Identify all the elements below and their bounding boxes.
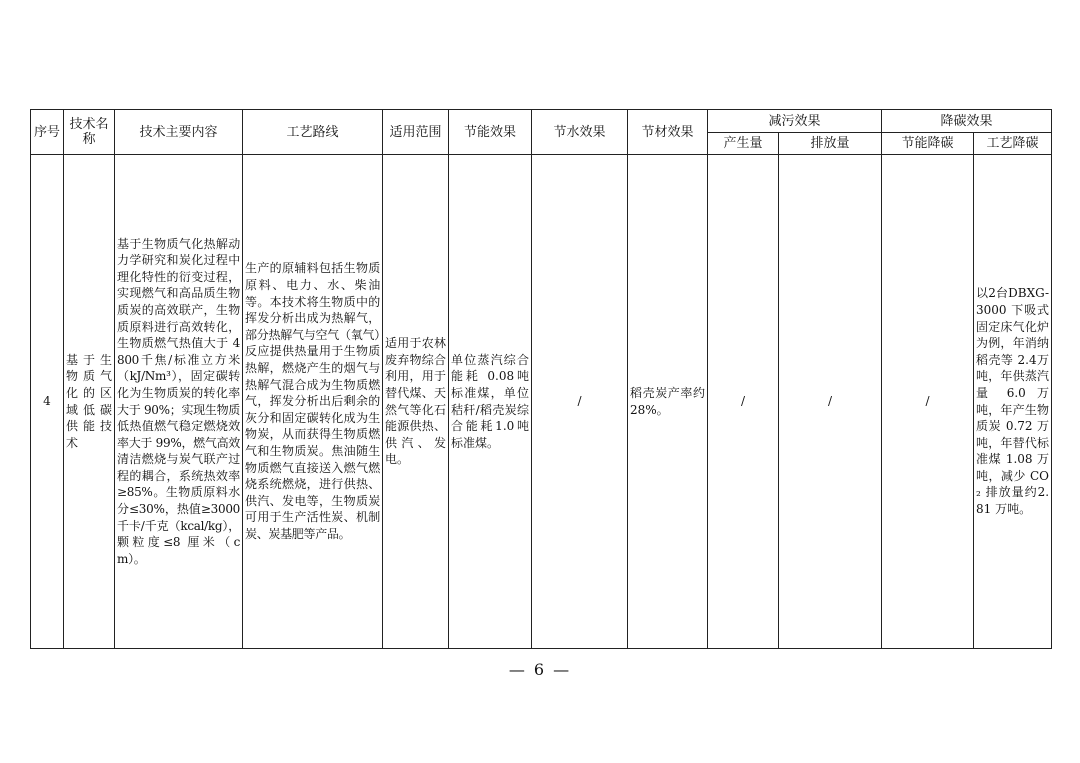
header-pollution-emit: 排放量 — [779, 133, 882, 155]
header-content: 技术主要内容 — [115, 110, 243, 155]
cell-energy: 单位蒸汽综合能耗 0.08吨标准煤，单位秸秆/稻壳炭综合能耗1.0吨标准煤。 — [449, 155, 532, 649]
header-scope: 适用范围 — [383, 110, 449, 155]
header-seq: 序号 — [31, 110, 64, 155]
cell-seq: 4 — [31, 155, 64, 649]
header-carbon: 降碳效果 — [882, 110, 1052, 133]
cell-pollution-emit: / — [779, 155, 882, 649]
header-energy: 节能效果 — [449, 110, 532, 155]
page-number: — 6 — — [508, 660, 572, 679]
technology-table — [30, 109, 1052, 649]
cell-scope: 适用于农林废弃物综合利用，用于替代煤、天然气等化石能源供热、供汽、发电。 — [383, 155, 449, 649]
cell-pollution-produce: / — [708, 155, 779, 649]
cell-carbon-energy: / — [882, 155, 974, 649]
header-name: 技术名称 — [64, 110, 115, 155]
header-water: 节水效果 — [532, 110, 628, 155]
header-material: 节材效果 — [628, 110, 708, 155]
cell-name: 基于生物质气化的区域低碳供能技术 — [64, 155, 115, 649]
header-route: 工艺路线 — [243, 110, 383, 155]
cell-water: / — [532, 155, 628, 649]
header-pollution-produce: 产生量 — [708, 133, 779, 155]
cell-material: 稻壳炭产率约 28%。 — [628, 155, 708, 649]
cell-route: 生产的原辅料包括生物质原料、电力、水、柴油等。本技术将生物质中的挥发分析出成为热解气，部分热解气与空气（氧气）反应提供热量用于生物质热解，燃烧产生的烟气与热解气混合成为生物质燃气，挥发分析出后剩余的灰分和固定碳转化成为生物炭，从而获得生物质燃气和生物质炭。焦油随生物质燃气直接送入燃气燃烧系统燃烧，进行供热、供汽、发电等，生物质炭可用于生产活性炭、机制炭、炭基肥等产品。 — [243, 155, 383, 649]
header-carbon-energy: 节能降碳 — [882, 133, 974, 155]
cell-carbon-process: 以2台DBXG-3000 下吸式固定床气化炉为例，年消纳稻壳等 2.4万吨，年供蒸汽量 6.0 万吨，年产生物质炭 0.72 万吨，年替代标准煤 1.08 万吨，减少 CO₂ 排放量约2.81 万吨。 — [974, 155, 1052, 649]
cell-content: 基于生物质气化热解动力学研究和炭化过程中理化特性的衍变过程，实现燃气和高品质生物质炭的高效联产，生物质原料进行高效转化，生物质燃气热值大于 4800千焦/标准立方米（kJ/Nm³），固定碳转化为生物质炭的转化率大于 90%；实现生物质低热值燃气稳定燃烧效率大于 99%，燃气高效清洁燃烧与炭气联产过程的耦合，系统热效率≥85%。生物质原料水分≤30%，热值≥3000千卡/千克（kcal/kg），颗粒度≤8 厘米（cm）。 — [115, 155, 243, 649]
header-row-1 — [31, 110, 1052, 133]
table-row — [31, 155, 1052, 649]
header-carbon-process: 工艺降碳 — [974, 133, 1052, 155]
header-pollution: 减污效果 — [708, 110, 882, 133]
